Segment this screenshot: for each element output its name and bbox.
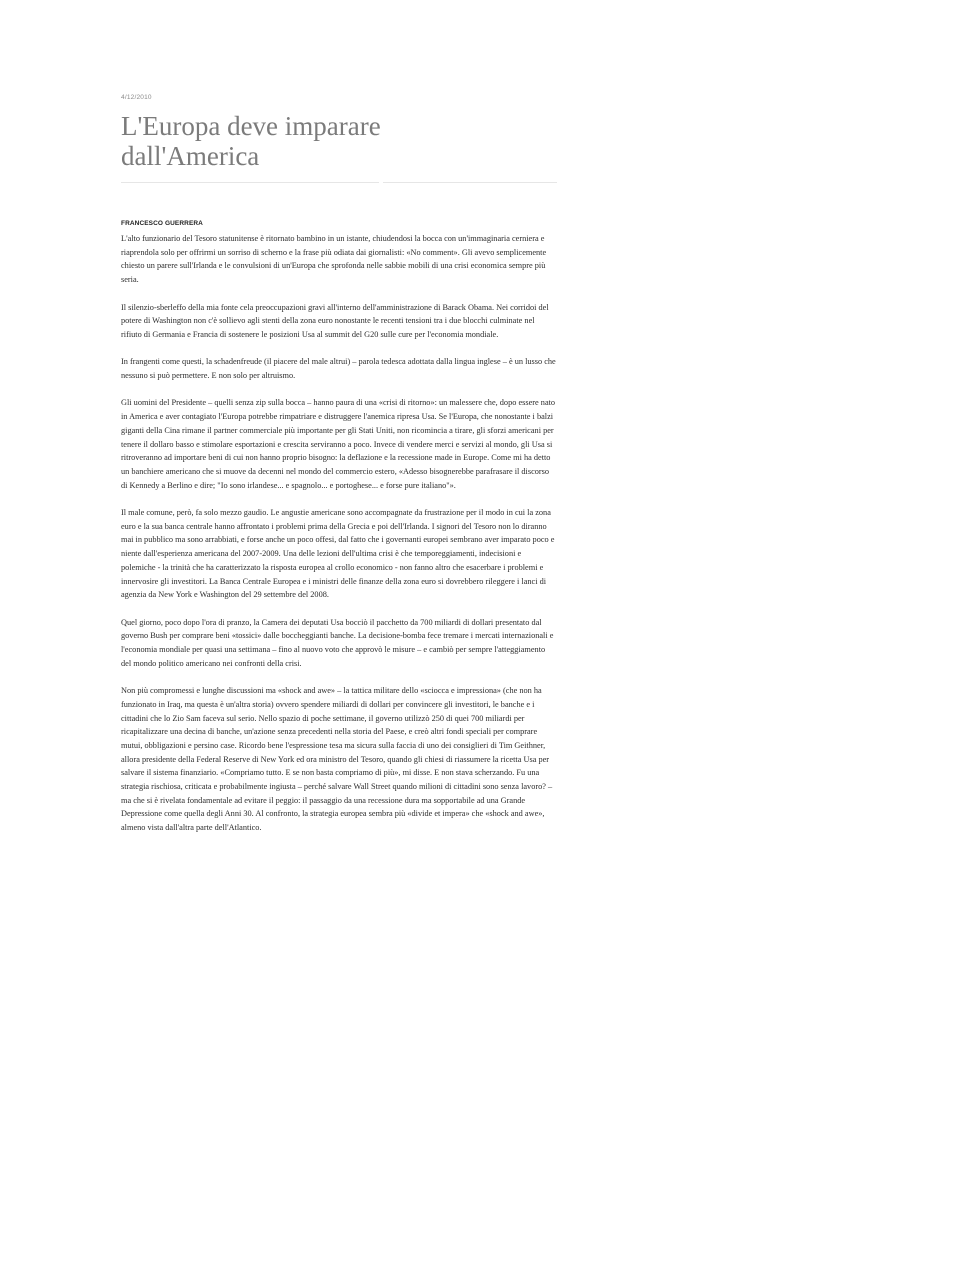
article-title (121, 111, 557, 171)
title-divider (121, 182, 557, 183)
title-divider-left (121, 182, 379, 183)
paragraph: L'alto funzionario del Tesoro statunitense è ritornato bambino in un istante, chiudendosi la bocca con un'immaginaria cerniera e riaprendola solo per offrirmi un sorriso di scherno e la frase più odiata dai giornalisti: «No comment». Gli avevo semplicemente chiesto un parere sull'Irlanda e le convulsioni di un'Europa che sprofonda nelle sabbie mobili di una crisi economica sempre più seria. (121, 234, 547, 285)
paragraph: Il silenzio-sberleffo della mia fonte cela preoccupazioni gravi all'interno dell'amministrazione di Barack Obama. Nei corridoi del potere di Washington non c'è sollievo agli stenti della zona euro nonostante le recenti tensioni tra i due blocchi culminate nel rifiuto di Germania e Francia di sostenere le posizioni Usa al summit del G20 sulle cure per l'economia mondiale. (121, 302, 549, 339)
article (121, 93, 557, 849)
article-title-line-1: L'Europa deve imparare (121, 111, 381, 141)
paragraph: Il male comune, però, fa solo mezzo gaudio. Le angustie americane sono accompagnate da frustrazione per il modo in cui la zona euro e la sua banca centrale hanno affrontato i problemi prima della Grecia e poi dell'Irlanda. I signori del Tesoro non lo diranno mai in pubblico ma sono arrabbiati, e forse anche un poco offesi, dal fatto che i governanti europei sembrano aver imparato poco e niente dall'esperienza americana del 2007-2009. Una delle lezioni dell'ultima crisi è che temporeggiamenti, indecisioni e polemiche - la trinità che ha caratterizzato la risposta europea al crollo economico - non fanno altro che esacerbare i problemi e innervosire gli investitori. La Banca Centrale Europea e i ministri delle finanze della zona euro si dovrebbero rileggere i lanci di agenzia da New York e Washington del 29 settembre del 2008. (121, 508, 555, 600)
article-author: FRANCESCO GUERRERA (121, 220, 203, 227)
paragraph: Quel giorno, poco dopo l'ora di pranzo, la Camera dei deputati Usa bocciò il pacchetto da 700 miliardi di dollari presentato dal governo Bush per comprare beni «tossici» dalle boccheggianti banche. La decisione-bomba fece tremare i mercati internazionali e l'economia mondiale per quasi una settimana – fino al nuovo voto che approvò le misure – e cambiò per sempre l'atteggiamento del mondo politico americano nei confronti della crisi. (121, 617, 554, 668)
paragraph: Gli uomini del Presidente – quelli senza zip sulla bocca – hanno paura di una «crisi di ritorno»: un malessere che, dopo essere nato in America e aver contagiato l'Europa potrebbe rimpatriare e distruggere l'anemica ripresa Usa. Se l'Europa, che nonostante i balzi giganti della Cina rimane il partner commerciale più importante per gli Stati Uniti, non ricomincia a tirare, gli sforzi americani per tenere il dollaro basso e stimolare esportazioni e crescita serviranno a poco. Invece di vendere merci e servizi al mondo, gli Usa si ritroveranno ad importare beni di cui non hanno proprio bisogno: la deflazione e la recessione made in Europe. Come mi ha detto un banchiere americano che si muove da decenni nel mondo del commercio estero, «Adesso bisognerebbe parafrasare il discorso di Kennedy a Berlino e dire; "Io sono irlandese... e spagnolo... e portoghese... e forse pure italiano"». (121, 398, 556, 490)
paragraph: In frangenti come questi, la schadenfreude (il piacere del male altrui) – parola tedesca adottata dalla lingua inglese – è un lusso che nessuno si può permettere. E non solo per altruismo. (121, 357, 556, 380)
article-title-line-2: dall'America (121, 141, 260, 171)
title-divider-right (383, 182, 557, 183)
paragraph: Non più compromessi e lunghe discussioni ma «shock and awe» – la tattica militare dello «sciocca e impressiona» (che non ha funzionato in Iraq, ma questa è un'altra storia) ovvero spendere miliardi di dollari per convincere gli investitori, le banche e i cittadini che lo Zio Sam faceva sul serio. Nello spazio di poche settimane, il governo utilizzò 250 di quei 700 miliardi per ricapitalizzare una decina di banche, un'azione senza precedenti nella storia del Paese, e creò altri fondi speciali per comprare mutui, obbligazioni e persino case. Ricordo bene l'espressione tesa ma sicura sulla faccia di uno dei consiglieri di Tim Geithner, allora presidente della Federal Reserve di New York ed ora ministro del Tesoro, quando gli chiesi di riassumere la ricetta Usa per salvare il sistema finanziario. «Compriamo tutto. E se non basta compriamo di più», mi disse. E non stava scherzando. Fu una strategia rischiosa, criticata e probabilmente ingiusta – perché salvare Wall Street quando milioni di cittadini sono senza lavoro? – ma che si è rivelata fondamentale ad evitare il peggio: il passaggio da una recessione dura ma sopportabile ad una Grande Depressione come quella degli Anni 30. Al confronto, la strategia europea sembra più «divide et impera» che «shock and awe», almeno vista dall'altra parte dell'Atlantico. (121, 686, 553, 833)
article-date: 4/12/2010 (121, 94, 152, 101)
article-body (121, 232, 557, 835)
